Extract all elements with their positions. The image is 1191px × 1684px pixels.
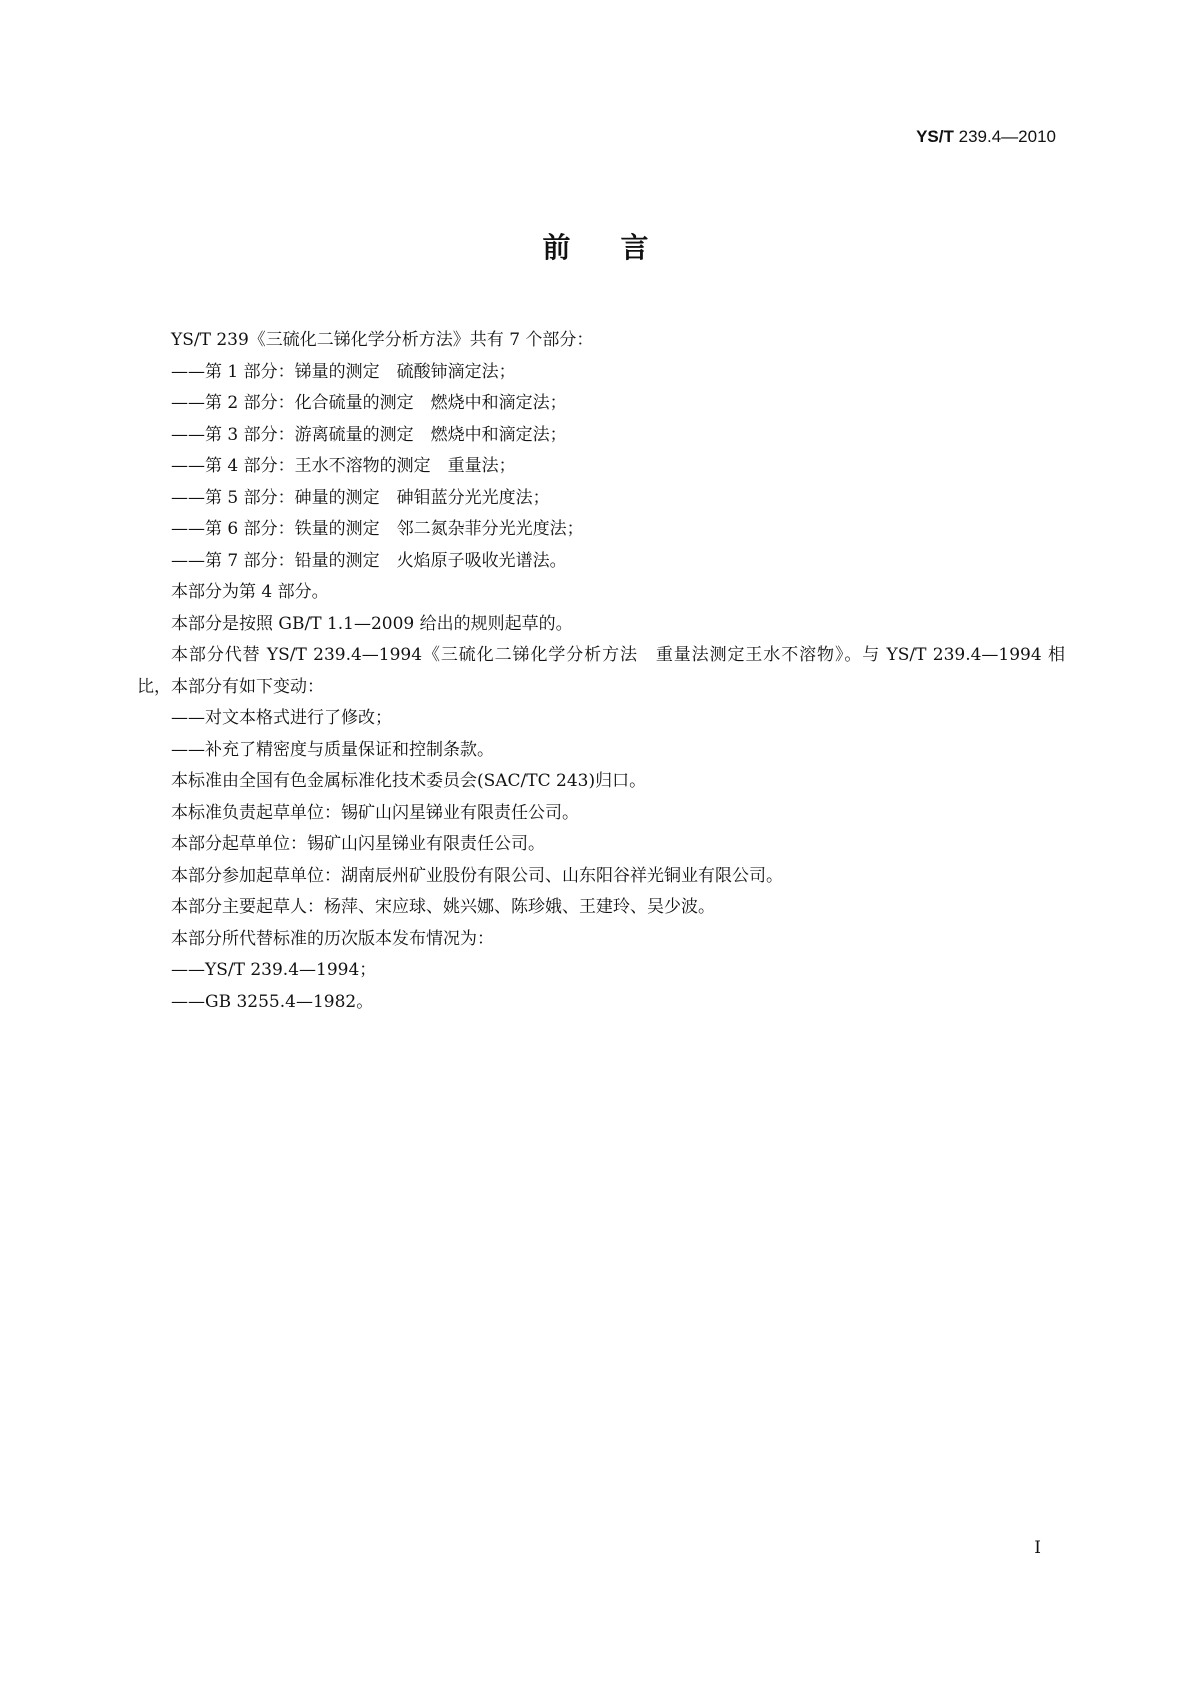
paragraph-participating-units: 本部分参加起草单位：湖南辰州矿业股份有限公司、山东阳谷祥光铜业有限公司。: [171, 865, 783, 886]
list-item-part-4: ——第 4 部分：王水不溶物的测定 重量法；: [171, 456, 516, 476]
list-item-part-6: ——第 6 部分：铁量的测定 邻二氮杂菲分光光度法；: [171, 519, 584, 539]
paragraph-drafters: 本部分主要起草人：杨萍、宋应球、姚兴娜、陈珍娥、王建玲、吴少波。: [171, 897, 715, 917]
list-item-part-5: ——第 5 部分：砷量的测定 砷钼蓝分光光度法；: [171, 487, 550, 508]
page-title: 前言: [542, 231, 699, 264]
list-item-part-1: ——第 1 部分：锑量的测定 硫酸铈滴定法；: [171, 361, 516, 382]
standard-code-number: 239.4—2010: [958, 127, 1056, 146]
paragraph-replaces: 本部分代替 YS/T 239.4—1994《三硫化二锑化学分析方法 重量法测定王水不溶物》。与 YS/T 239.4—1994 相比，本部分有如下变动：: [137, 645, 1065, 697]
paragraph-committee: 本标准由全国有色金属标准化技术委员会(SAC/TC 243)归口。: [171, 771, 647, 791]
list-item-part-3: ——第 3 部分：游离硫量的测定 燃烧中和滴定法；: [171, 424, 567, 445]
paragraph-drafting-rules: 本部分是按照 GB/T 1.1—2009 给出的规则起草的。: [171, 613, 573, 634]
paragraph-responsible-unit: 本标准负责起草单位：锡矿山闪星锑业有限责任公司。: [171, 802, 579, 823]
paragraph-previous-editions: 本部分所代替标准的历次版本发布情况为：: [171, 928, 494, 949]
list-item-part-2: ——第 2 部分：化合硫量的测定 燃烧中和滴定法；: [171, 393, 567, 413]
list-item-part-7: ——第 7 部分：铅量的测定 火焰原子吸收光谱法。: [171, 550, 567, 571]
standard-code-prefix: YS/T: [916, 127, 954, 146]
foreword-body: [137, 325, 1065, 1018]
page-number: I: [1034, 1538, 1041, 1558]
list-item-change-2: ——补充了精密度与质量保证和控制条款。: [171, 739, 494, 760]
paragraph-part-number: 本部分为第 4 部分。: [171, 582, 329, 602]
list-item-change-1: ——对文本格式进行了修改；: [171, 708, 392, 728]
list-item-edition-1994: ——YS/T 239.4—1994；: [171, 960, 377, 980]
standard-code: [916, 127, 1056, 147]
list-item-edition-1982: ——GB 3255.4—1982。: [171, 991, 374, 1012]
paragraph-drafting-unit: 本部分起草单位：锡矿山闪星锑业有限责任公司。: [171, 834, 545, 854]
paragraph-parts-intro: YS/T 239《三硫化二锑化学分析方法》共有 7 个部分：: [171, 330, 594, 350]
